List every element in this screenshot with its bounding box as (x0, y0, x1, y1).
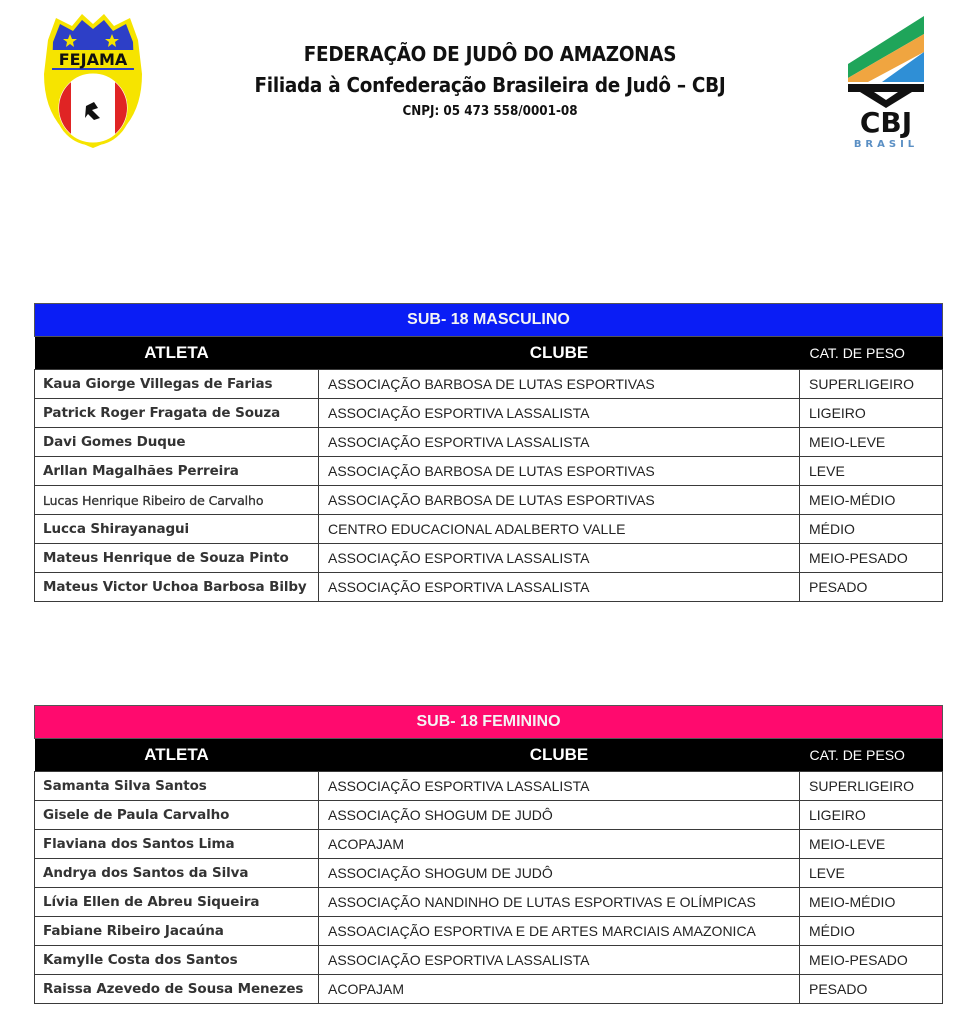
weight-category: MÉDIO (800, 515, 943, 544)
table-title-band (35, 304, 943, 337)
column-header-club: CLUBE (319, 337, 800, 370)
federation-cnpj: CNPJ: 05 473 558/0001-08 (402, 104, 578, 119)
club-name: ASSOCIAÇÃO ESPORTIVA LASSALISTA (319, 573, 800, 602)
athlete-name: Fabiane Ribeiro Jacaúna (35, 917, 319, 946)
roster-table-sub18-masculino (34, 303, 943, 602)
table-title: SUB- 18 MASCULINO (35, 304, 943, 337)
club-name: ASSOCIAÇÃO BARBOSA DE LUTAS ESPORTIVAS (319, 457, 800, 486)
club-name: ASSOACIAÇÃO ESPORTIVA E DE ARTES MARCIAIS AMAZONICA (319, 917, 800, 946)
athlete-name: Mateus Victor Uchoa Barbosa Bilby (35, 573, 319, 602)
svg-text:FEJAMA: FEJAMA (58, 50, 128, 69)
athlete-name: Lucca Shirayanagui (35, 515, 319, 544)
club-name: ASSOCIAÇÃO BARBOSA DE LUTAS ESPORTIVAS (319, 486, 800, 515)
table-title-band (35, 706, 943, 739)
roster-table-sub18-feminino (34, 705, 943, 1004)
club-name: ACOPAJAM (319, 975, 800, 1004)
weight-category: MEIO-MÉDIO (800, 888, 943, 917)
athlete-name: Patrick Roger Fragata de Souza (35, 399, 319, 428)
table-row (35, 573, 943, 602)
weight-category: SUPERLIGEIRO (800, 772, 943, 801)
athlete-name: Kaua Giorge Villegas de Farias (35, 370, 319, 399)
letterhead (0, 0, 976, 160)
athlete-name: Gisele de Paula Carvalho (35, 801, 319, 830)
weight-category: LEVE (800, 859, 943, 888)
weight-category: MEIO-LEVE (800, 830, 943, 859)
weight-category: PESADO (800, 975, 943, 1004)
athlete-name: Lucas Henrique Ribeiro de Carvalho (35, 486, 319, 515)
table-row (35, 859, 943, 888)
club-name: ASSOCIAÇÃO ESPORTIVA LASSALISTA (319, 428, 800, 457)
federation-title: FEDERAÇÃO DE JUDÔ DO AMAZONAS (303, 42, 677, 66)
weight-category: MEIO-PESADO (800, 946, 943, 975)
athlete-name: Kamylle Costa dos Santos (35, 946, 319, 975)
athlete-name: Arllan Magalhães Perreira (35, 457, 319, 486)
table-row (35, 917, 943, 946)
column-header-club: CLUBE (319, 739, 800, 772)
weight-category: PESADO (800, 573, 943, 602)
table-row (35, 544, 943, 573)
column-header-athlete: ATLETA (35, 739, 319, 772)
table-row (35, 399, 943, 428)
athlete-name: Samanta Silva Santos (35, 772, 319, 801)
weight-category: MEIO-MÉDIO (800, 486, 943, 515)
club-name: CENTRO EDUCACIONAL ADALBERTO VALLE (319, 515, 800, 544)
club-name: ASSOCIAÇÃO ESPORTIVA LASSALISTA (319, 544, 800, 573)
weight-category: LEVE (800, 457, 943, 486)
svg-text:BRASIL: BRASIL (853, 139, 919, 150)
weight-category: MEIO-LEVE (800, 428, 943, 457)
table-row (35, 457, 943, 486)
weight-category: MEIO-PESADO (800, 544, 943, 573)
column-header-weight: CAT. DE PESO (800, 739, 943, 772)
club-name: ASSOCIAÇÃO ESPORTIVA LASSALISTA (319, 399, 800, 428)
athlete-name: Mateus Henrique de Souza Pinto (35, 544, 319, 573)
table-row (35, 888, 943, 917)
table-row (35, 370, 943, 399)
athlete-name: Flaviana dos Santos Lima (35, 830, 319, 859)
club-name: ASSOCIAÇÃO SHOGUM DE JUDÔ (319, 859, 800, 888)
weight-category: LIGEIRO (800, 399, 943, 428)
federation-subtitle: Filiada à Confederação Brasileira de Judô – CBJ (254, 73, 726, 97)
athlete-name: Davi Gomes Duque (35, 428, 319, 457)
club-name: ASSOCIAÇÃO ESPORTIVA LASSALISTA (319, 772, 800, 801)
column-header-row (35, 739, 943, 772)
club-name: ASSOCIAÇÃO NANDINHO DE LUTAS ESPORTIVAS E OLÍMPICAS (319, 888, 800, 917)
column-header-athlete: ATLETA (35, 337, 319, 370)
cbj-logo-icon (842, 12, 930, 152)
table-row (35, 515, 943, 544)
weight-category: SUPERLIGEIRO (800, 370, 943, 399)
club-name: ASSOCIAÇÃO SHOGUM DE JUDÔ (319, 801, 800, 830)
athlete-name: Lívia Ellen de Abreu Siqueira (35, 888, 319, 917)
athlete-name: Andrya dos Santos da Silva (35, 859, 319, 888)
column-header-row (35, 337, 943, 370)
weight-category: MÉDIO (800, 917, 943, 946)
weight-category: LIGEIRO (800, 801, 943, 830)
table-row (35, 772, 943, 801)
fejama-logo-icon (38, 10, 148, 152)
column-header-weight: CAT. DE PESO (800, 337, 943, 370)
club-name: ASSOCIAÇÃO BARBOSA DE LUTAS ESPORTIVAS (319, 370, 800, 399)
table-row (35, 946, 943, 975)
table-row (35, 801, 943, 830)
table-row (35, 486, 943, 515)
svg-text:CBJ: CBJ (859, 106, 913, 139)
table-row (35, 830, 943, 859)
table-title: SUB- 18 FEMININO (35, 706, 943, 739)
table-row (35, 428, 943, 457)
club-name: ASSOCIAÇÃO ESPORTIVA LASSALISTA (319, 946, 800, 975)
table-row (35, 975, 943, 1004)
athlete-name: Raissa Azevedo de Sousa Menezes (35, 975, 319, 1004)
club-name: ACOPAJAM (319, 830, 800, 859)
